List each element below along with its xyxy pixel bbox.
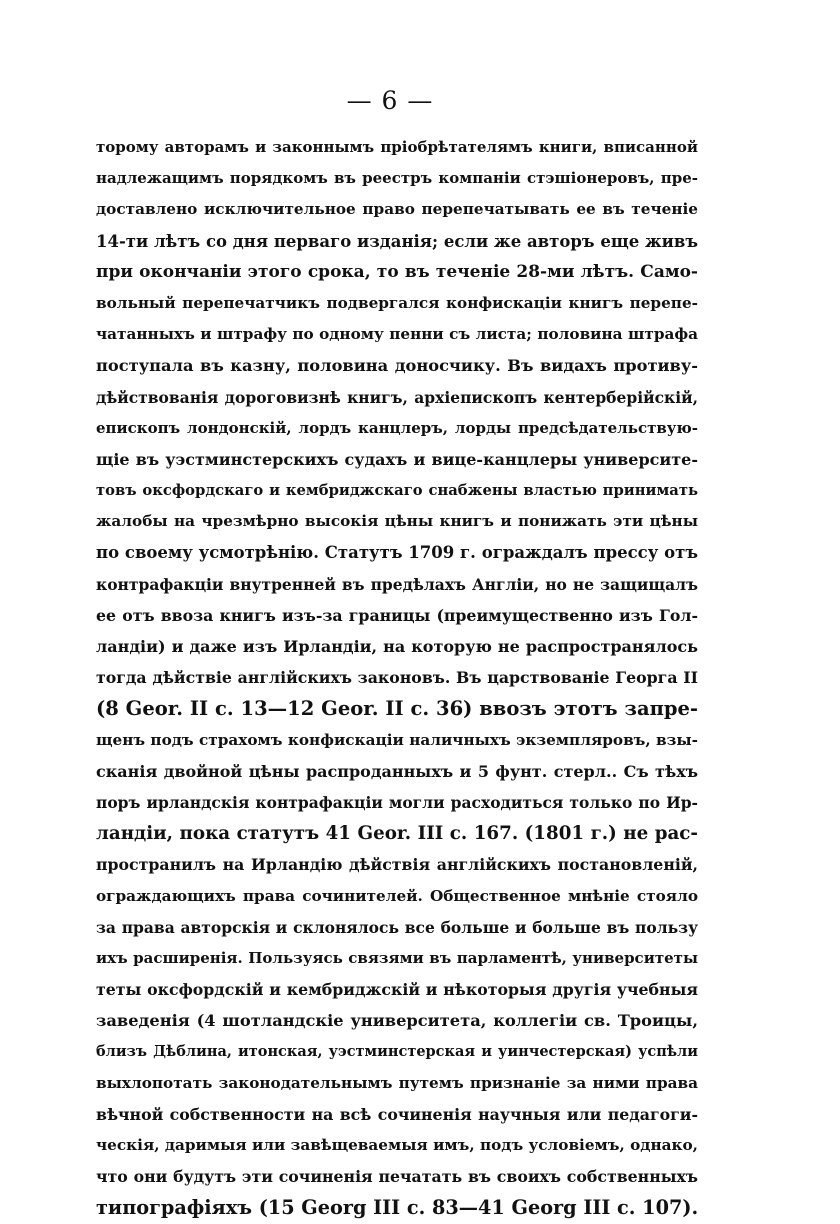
text-line: надлежащимъ порядкомъ въ реестръ компаніи стэшіонеровъ, пре- bbox=[96, 169, 698, 188]
text-line: ландіи) и даже изъ Ирландіи, на которую не распространялось bbox=[96, 637, 698, 656]
text-line: щенъ подъ страхомъ конфискаціи наличныхъ экземпляровъ, взы- bbox=[96, 730, 698, 749]
text-line: близъ Дѣблина, итонская, уэстминстерская и уинчестерская) успѣли bbox=[96, 1043, 698, 1061]
text-line: ее отъ ввоза книгъ изъ-за границы (преимущественно изъ Гол- bbox=[96, 605, 698, 625]
text-line: выхлопотать законодательнымъ путемъ признаніе за ними права bbox=[96, 1073, 698, 1092]
text-line: сканія двойной цѣны распроданныхъ и 5 фунт. стерл.. Съ тѣхъ bbox=[96, 761, 698, 781]
text-line: тогда дѣйствіе англійскихъ законовъ. Въ царствованіе Георга II bbox=[96, 668, 698, 688]
text-line: поступала въ казну, половина доносчику. Въ видахъ противу- bbox=[96, 356, 698, 376]
text-line: поръ ирландскія контрафакціи могли расходиться только по Ир- bbox=[96, 792, 698, 812]
text-line: контрафакціи внутренней въ предѣлахъ Англіи, но не защищалъ bbox=[96, 574, 698, 594]
text-line: товъ оксфордскаго и кембриджскаго снабжены властью принимать bbox=[96, 482, 698, 500]
text-line: теты оксфордскій и кембриджскій и нѣкоторыя другія учебныя bbox=[96, 980, 698, 1000]
text-line: 14-ти лѣтъ со дня перваго изданія; если же авторъ еще живъ bbox=[96, 231, 698, 251]
text-line: ческія, даримыя или завѣщеваемыя имъ, подъ условіемъ, однако, bbox=[96, 1136, 698, 1154]
text-line: по своему усмотрѣнію. Статутъ 1709 г. ограждалъ прессу отъ bbox=[96, 543, 698, 563]
text-line: пространилъ на Ирландію дѣйствія англійскихъ постановленій, bbox=[96, 855, 698, 875]
body-text bbox=[96, 132, 698, 1224]
text-line: ландіи, пока статутъ 41 Geor. III c. 167. (1801 г.) не рас- bbox=[96, 823, 698, 845]
text-line: чатанныхъ и штрафу по одному пенни съ листа; половина штрафа bbox=[96, 325, 698, 344]
text-line: за права авторскія и склонялось все больше и больше въ пользу bbox=[96, 917, 698, 937]
text-line: что они будутъ эти сочиненія печатать въ своихъ собственныхъ bbox=[96, 1167, 698, 1187]
text-line: ограждающихъ права сочинителей. Общественное мнѣніе стояло bbox=[96, 886, 698, 905]
text-line: ихъ расширенія. Пользуясь связями въ парламентѣ, университеты bbox=[96, 948, 698, 967]
text-line: епископъ лондонскій, лордъ канцлеръ, лорды предсѣдательствую- bbox=[96, 418, 698, 437]
text-line: торому авторамъ и законнымъ пріобрѣтателямъ книги, вписанной bbox=[96, 138, 698, 156]
text-line: (8 Geor. II c. 13—12 Geor. II c. 36) ввозъ этотъ запре- bbox=[96, 697, 698, 721]
text-line: доставлено исключительное право перепечатывать ее въ теченіе bbox=[96, 200, 698, 219]
text-line: при окончаніи этого срока, то въ теченіе 28-ми лѣтъ. Само- bbox=[96, 261, 698, 282]
text-line: вѣчной собственности на всѣ сочиненія научныя или педагоги- bbox=[96, 1104, 698, 1124]
page-number: — 6 — bbox=[346, 86, 434, 115]
text-line: вольный перепечатчикъ подвергался конфискаціи книгъ перепе- bbox=[96, 293, 698, 312]
text-line: типографіяхъ (15 Georg III c. 83—41 Georg III c. 107). bbox=[96, 1196, 698, 1220]
text-line: дѣйствованія дороговизнѣ книгъ, архіепископъ кентерберійскій, bbox=[96, 387, 698, 407]
text-line: щіе въ уэстминстерскихъ судахъ и вице-канцлеры университе- bbox=[96, 449, 698, 469]
text-line: заведенія (4 шотландскіе университета, коллегіи св. Троицы, bbox=[96, 1011, 698, 1031]
text-line: жалобы на чрезмѣрно высокія цѣны книгъ и понижать эти цѣны bbox=[96, 512, 698, 531]
